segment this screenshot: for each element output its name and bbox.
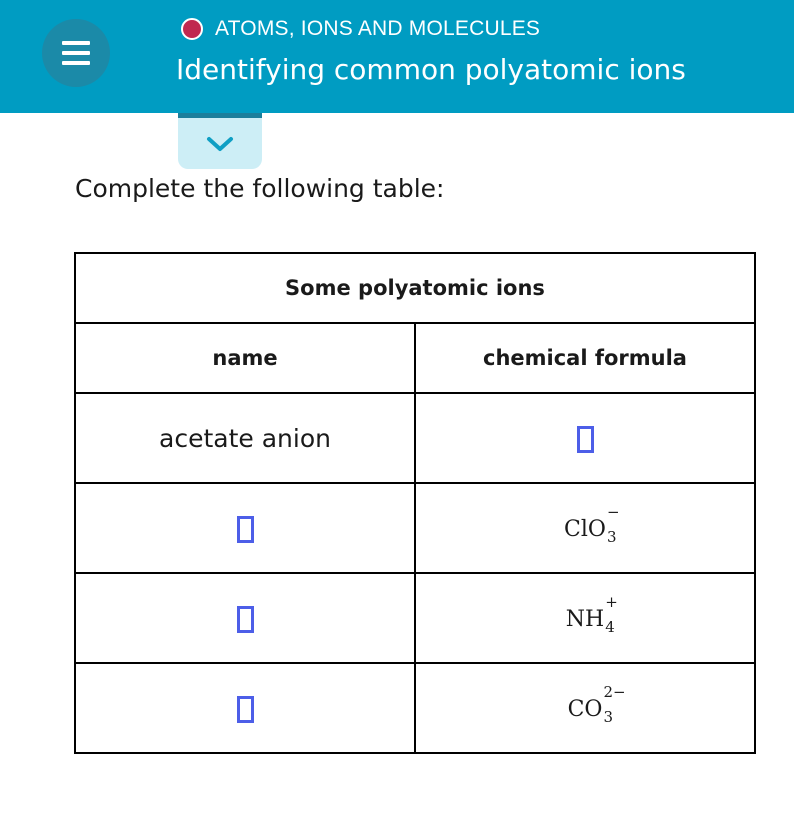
chemical-formula [565, 592, 618, 636]
header-bar [0, 0, 794, 113]
topic-status-dot [181, 18, 203, 40]
topic-label: ATOMS, IONS AND MOLECULES [215, 17, 541, 40]
polyatomic-ions-table [74, 252, 756, 754]
name-cell [75, 663, 415, 753]
name-cell: acetate anion [75, 393, 415, 483]
name-answer-input[interactable] [237, 516, 254, 543]
hamburger-menu-icon-bar [62, 51, 90, 55]
formula-cell [415, 393, 755, 483]
formula-subscript: 3 [603, 707, 613, 726]
formula-base: CO [567, 696, 603, 722]
formula-base: ClO [564, 516, 606, 542]
chemical-formula [564, 502, 620, 546]
name-answer-input[interactable] [237, 696, 254, 723]
chemical-formula [567, 682, 626, 726]
name-cell [75, 573, 415, 663]
page-title: Identifying common polyatomic ions [176, 53, 686, 86]
menu-button[interactable] [42, 19, 110, 87]
formula-charge: + [605, 592, 618, 611]
formula-subscript: 3 [606, 527, 617, 546]
chevron-down-icon [205, 134, 235, 154]
instruction-text: Complete the following table: [75, 174, 445, 203]
formula-charge: − [606, 502, 620, 521]
column-header-formula: chemical formula [415, 323, 755, 393]
table-row [75, 393, 755, 483]
column-header-name: name [75, 323, 415, 393]
name-cell [75, 483, 415, 573]
table-row [75, 573, 755, 663]
formula-cell [415, 483, 755, 573]
table-caption: Some polyatomic ions [75, 253, 755, 323]
formula-answer-input[interactable] [577, 426, 594, 453]
table-row [75, 663, 755, 753]
name-answer-input[interactable] [237, 606, 254, 633]
formula-cell [415, 663, 755, 753]
table-row [75, 483, 755, 573]
hamburger-menu-icon-bar [62, 61, 90, 65]
formula-base: NH [565, 606, 605, 632]
hamburger-menu-icon [62, 41, 90, 45]
formula-cell [415, 573, 755, 663]
formula-subscript: 4 [605, 617, 615, 636]
formula-charge: 2− [603, 682, 626, 701]
expand-header-button[interactable] [178, 113, 262, 169]
